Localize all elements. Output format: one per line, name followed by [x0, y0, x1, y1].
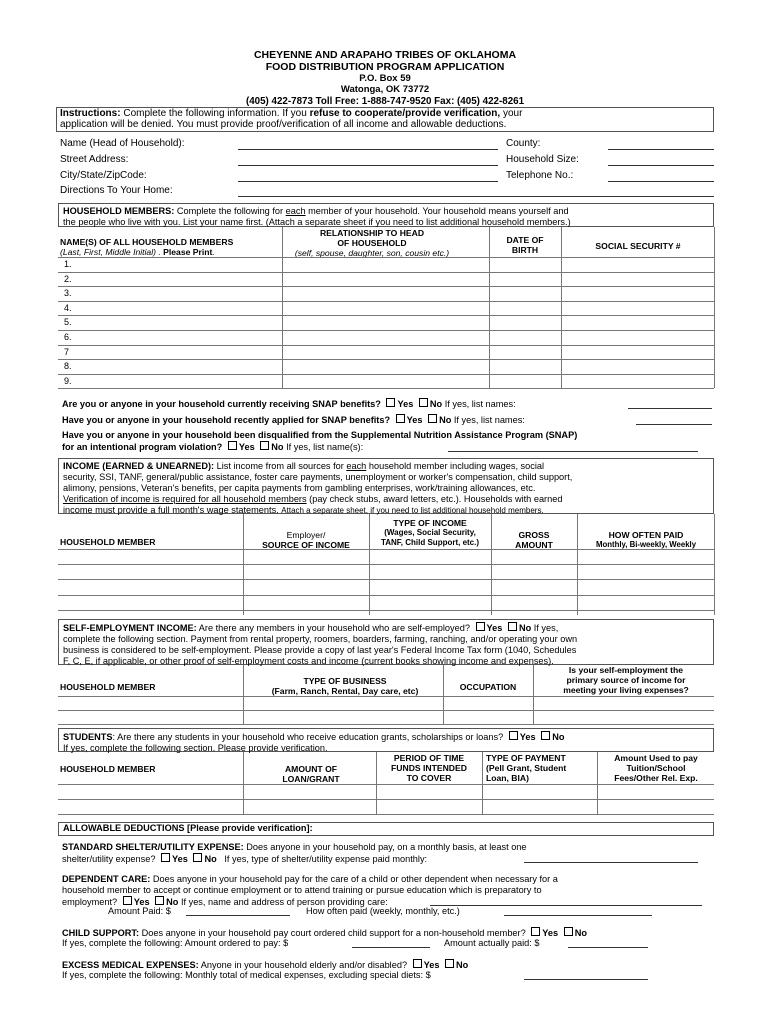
income-col-often: HOW OFTEN PAID Monthly, Bi-weekly, Weekly: [595, 530, 697, 549]
instructions-line1: Instructions: Complete the following information. If you refuse to cooperate/provide verification, your: [60, 108, 523, 119]
snap-applied-yes-checkbox[interactable]: [396, 414, 405, 423]
income-row[interactable]: [58, 595, 714, 596]
dependent-line1: DEPENDENT CARE: Does anyone in your household pay for the care of a child or other dependent when necessary for a: [62, 874, 558, 884]
snap-applied-names-field[interactable]: [636, 424, 712, 425]
snap-receiving-names-field[interactable]: [628, 408, 712, 409]
household-member-row[interactable]: [58, 388, 714, 389]
directions-label: Directions To Your Home:: [60, 185, 173, 196]
org-name: CHEYENNE AND ARAPAHO TRIBES OF OKLAHOMA: [253, 49, 517, 61]
shelter-type-field[interactable]: [524, 862, 698, 863]
snap-applied-no-checkbox[interactable]: [428, 414, 437, 423]
child-support-yes-checkbox[interactable]: [531, 927, 540, 936]
shelter-line1: STANDARD SHELTER/UTILITY EXPENSE: Does anyone in your household pay, on a monthly basis, at least one: [62, 842, 527, 852]
city-field[interactable]: [238, 181, 498, 182]
self-employment-row[interactable]: [58, 724, 714, 725]
telephone-field[interactable]: [608, 181, 714, 182]
household-row-number: 9.: [64, 375, 72, 386]
income-col-type: TYPE OF INCOME (Wages, Social Security, TANF, Child Support, etc.): [380, 518, 480, 547]
household-member-row[interactable]: [58, 374, 714, 375]
snap-disqualified-names-field[interactable]: [448, 451, 698, 452]
snap-question-applied: Have you or anyone in your household recently applied for SNAP benefits? Yes No If yes, list names:: [62, 415, 525, 425]
dependent-amount-field[interactable]: [186, 915, 290, 916]
instructions-line2: application will be denied. You must provide proof/verification of all income and allowable deductions.: [60, 119, 507, 130]
name-label: Name (Head of Household):: [60, 138, 185, 149]
col-relationship: RELATIONSHIP TO HEAD OF HOUSEHOLD (self, spouse, daughter, son, cousin etc.): [294, 228, 450, 258]
household-row-number: 7: [64, 346, 70, 357]
name-field[interactable]: [238, 149, 498, 150]
household-row-number: 2.: [64, 273, 72, 284]
snap-disqualified-no-checkbox[interactable]: [260, 441, 269, 450]
household-member-row[interactable]: [58, 359, 714, 360]
medical-no-checkbox[interactable]: [445, 959, 454, 968]
household-members-box: [58, 203, 714, 227]
income-col-member: HOUSEHOLD MEMBER: [60, 537, 156, 547]
medical-total-field[interactable]: [524, 979, 648, 980]
county-label: County:: [506, 138, 541, 149]
snap-question-disqualified: Have you or anyone in your household been disqualified from the Supplemental Nutrition Assistance Program (SNAP): [62, 430, 578, 440]
medical-yes-checkbox[interactable]: [413, 959, 422, 968]
child-support-paid-field[interactable]: [568, 947, 648, 948]
income-col-gross: GROSS AMOUNT: [515, 530, 553, 550]
students-col-period: PERIOD OF TIME FUNDS INTENDED TO COVER: [391, 753, 467, 783]
child-support-line1: CHILD SUPPORT: Does anyone in your household pay court ordered child support for a non-household member? Yes No: [62, 928, 587, 938]
self-employed-no-checkbox[interactable]: [508, 622, 517, 631]
household-size-label: Household Size:: [506, 154, 579, 165]
self-employment-row[interactable]: [58, 710, 714, 711]
household-member-row[interactable]: [58, 315, 714, 316]
dependent-amount-label: Amount Paid: $: [108, 906, 171, 916]
income-box: INCOME (EARNED & UNEARNED): List income from all sources for each household member including wages, social security, SSI, TANF, general/public assistance, foster care payments, unemployment or worker's compensation, child support, alimony, pensions, Veteran's benefits, per capita payments from gambling enterprises, work/training allowances, etc. Verification of income is required for all household members (pay check stubs, award letters, etc.). Households with earned income must provide a full month's wage statements. Attach a separate sheet, if you need to list additional household members.: [58, 458, 714, 514]
household-row-number: 3.: [64, 288, 72, 299]
household-member-row[interactable]: [58, 330, 714, 331]
snap-question-disqualified-2: for an intentional program violation? Yes No If yes, list name(s):: [62, 442, 364, 452]
snap-question-receiving: Are you or anyone in your household currently receiving SNAP benefits? Yes No If yes, list names:: [62, 399, 516, 409]
income-row[interactable]: [58, 564, 714, 565]
students-box: STUDENTS: Are there any students in your household who receive education grants, scholarships or loans? Yes No If yes, complete the following section. Please provide verification.: [58, 728, 714, 752]
students-row[interactable]: [58, 799, 714, 800]
child-support-ordered-field[interactable]: [352, 947, 430, 948]
po-box: P.O. Box 59: [359, 73, 411, 84]
shelter-line2: shelter/utility expense? Yes No If yes, type of shelter/utility expense paid monthly:: [62, 854, 428, 864]
street-label: Street Address:: [60, 154, 129, 165]
self-employed-yes-checkbox[interactable]: [476, 622, 485, 631]
income-row[interactable]: [58, 610, 714, 611]
dependent-yes-checkbox[interactable]: [123, 896, 132, 905]
medical-line1: EXCESS MEDICAL EXPENSES: Anyone in your household elderly and/or disabled? Yes No: [62, 960, 469, 970]
household-row-number: 5.: [64, 317, 72, 328]
snap-receiving-yes-checkbox[interactable]: [386, 398, 395, 407]
city-label: City/State/ZipCode:: [60, 170, 147, 181]
phone-numbers: (405) 422-7873 Toll Free: 1-888-747-9520 Fax: (405) 422-8261: [245, 96, 525, 107]
household-member-row[interactable]: [58, 301, 714, 302]
col-social-security: SOCIAL SECURITY #: [595, 241, 681, 251]
income-row[interactable]: [58, 579, 714, 580]
dependent-provider-field[interactable]: [430, 905, 702, 906]
household-member-row[interactable]: [58, 286, 714, 287]
household-size-field[interactable]: [608, 165, 714, 166]
students-col-used: Amount Used to pay Tuition/School Fees/Other Rel. Exp.: [614, 753, 698, 783]
self-employment-col-member: HOUSEHOLD MEMBER: [60, 682, 156, 692]
household-members-line1: HOUSEHOLD MEMBERS: Complete the following for each member of your household. Your household means yourself and: [63, 206, 569, 216]
shelter-no-checkbox[interactable]: [193, 853, 202, 862]
students-col-payment: TYPE OF PAYMENT (Pell Grant, Student Loan, BIA): [486, 753, 567, 783]
income-col-employer: Employer/ SOURCE OF INCOME: [262, 530, 350, 550]
county-field[interactable]: [608, 149, 714, 150]
self-employment-col-primary: Is your self-employment the primary source of income for meeting your living expenses?: [563, 665, 689, 695]
col-member-names: NAME(S) OF ALL HOUSEHOLD MEMBERS (Last, First, Middle Initial) . Please Print.: [60, 237, 234, 257]
household-row-number: 6.: [64, 332, 72, 342]
household-member-row[interactable]: [58, 345, 714, 346]
students-col-member: HOUSEHOLD MEMBER: [60, 764, 156, 774]
students-col-amount: AMOUNT OF LOAN/GRANT: [282, 764, 340, 784]
snap-receiving-no-checkbox[interactable]: [419, 398, 428, 407]
students-row[interactable]: [58, 814, 714, 815]
self-employment-col-type: TYPE OF BUSINESS (Farm, Ranch, Rental, Day care, etc): [271, 676, 419, 696]
dependent-often-label: How often paid (weekly, monthly, etc.): [306, 906, 460, 916]
household-row-number: 4.: [64, 302, 72, 313]
dependent-line3: employment? Yes No If yes, name and address of person providing care:: [62, 897, 388, 907]
shelter-yes-checkbox[interactable]: [161, 853, 170, 862]
telephone-label: Telephone No.:: [506, 170, 574, 181]
students-yes-checkbox[interactable]: [509, 731, 518, 740]
students-no-checkbox[interactable]: [541, 731, 550, 740]
snap-disqualified-yes-checkbox[interactable]: [228, 441, 237, 450]
child-support-no-checkbox[interactable]: [564, 927, 573, 936]
dependent-often-field[interactable]: [504, 915, 652, 916]
self-employment-col-occupation: OCCUPATION: [459, 682, 517, 692]
self-employment-box: SELF-EMPLOYMENT INCOME: Are there any members in your household who are self-employed? Yes No If yes, complete the following section. Payment from rental property, roomers, boarders, farming, ranching, and/or operating your own business is considered to be self-employment. Please provide a copy of last year's Federal Income Tax form (1040, Schedules F, C, E, if applicable, or other proof of self-employment costs and income (current books showing income and expenses).: [58, 619, 714, 665]
dependent-line2: household member to accept or continue employment or to attend training or pursue education which is preparatory to: [62, 885, 542, 895]
household-row-number: 1.: [64, 259, 72, 269]
directions-field[interactable]: [238, 196, 714, 197]
household-members-line2: the people who live with you. List your name first. (Attach a separate sheet if you need to list additional household members.): [63, 217, 571, 227]
child-support-ordered-label: If yes, complete the following: Amount ordered to pay: $: [62, 938, 289, 948]
child-support-paid-label: Amount actually paid: $: [444, 938, 540, 948]
form-title: FOOD DISTRIBUTION PROGRAM APPLICATION: [265, 61, 505, 73]
medical-line2: If yes, complete the following: Monthly total of medical expenses, excluding special diets: $: [62, 970, 431, 980]
household-member-row[interactable]: [58, 272, 714, 273]
col-date-of-birth: DATE OF BIRTH: [506, 235, 544, 255]
street-field[interactable]: [238, 165, 498, 166]
deductions-title: ALLOWABLE DEDUCTIONS [Please provide verification]:: [63, 823, 313, 833]
dependent-no-checkbox[interactable]: [155, 896, 164, 905]
household-row-number: 8.: [64, 361, 72, 372]
city-address: Watonga, OK 73772: [340, 84, 430, 95]
